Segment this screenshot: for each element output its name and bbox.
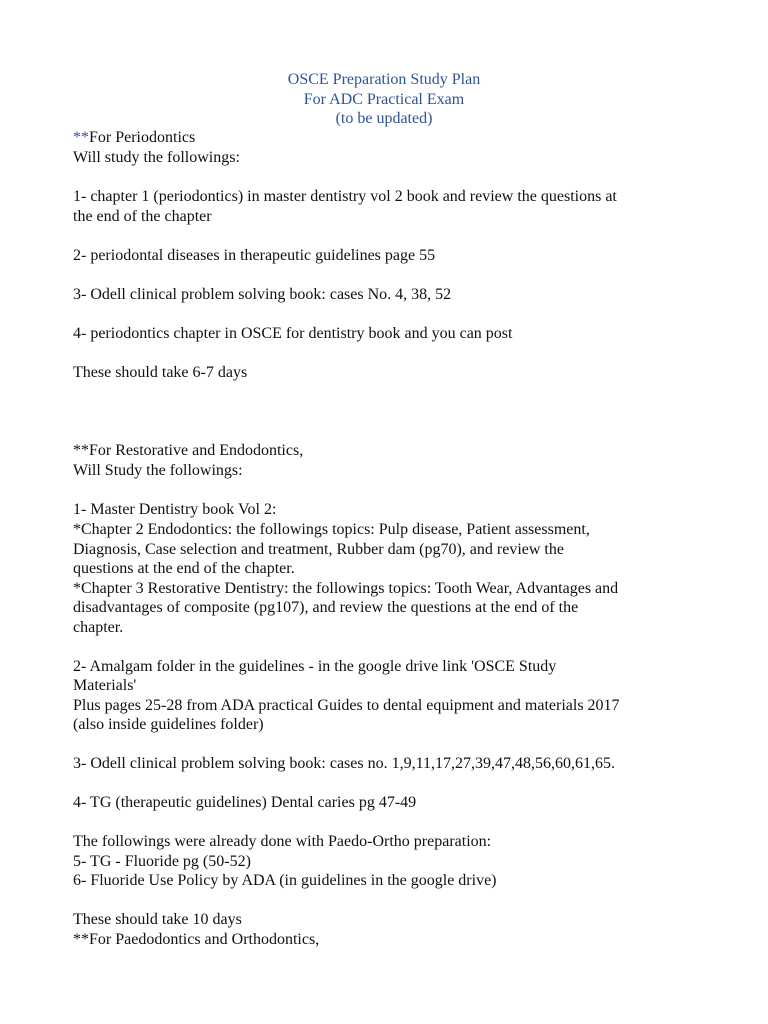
document-subtitle: For ADC Practical Exam [303, 90, 465, 108]
document-header [0, 70, 768, 129]
document-note: (to be updated) [335, 110, 433, 127]
heading-marker: ** [73, 129, 89, 146]
restorative-intro: Will Study the followings: [73, 462, 243, 479]
paedo-heading: **For Paedodontics and Orthodontics, [73, 931, 320, 948]
chapter-3-line-1: *Chapter 3 Restorative Dentistry: the followings topics: Tooth Wear, Advantages and [73, 580, 619, 597]
restorative-item-2-line-2: Materials' [73, 677, 137, 694]
restorative-item-5: 5- TG - Fluoride pg (50-52) [73, 853, 251, 870]
periodontics-heading [73, 128, 733, 148]
document-title: OSCE Preparation Study Plan [287, 71, 481, 88]
already-done-note: The followings were already done with Paedo-Ortho preparation: [73, 833, 492, 850]
chapter-3-line-3: chapter. [73, 619, 124, 636]
restorative-item-1: 1- Master Dentistry book Vol 2: [73, 501, 277, 518]
periodontics-duration: These should take 6-7 days [73, 364, 248, 381]
periodontics-item-3: 3- Odell clinical problem solving book: cases No. 4, 38, 52 [73, 286, 452, 303]
periodontics-intro: Will study the followings: [73, 149, 240, 166]
restorative-item-4: 4- TG (therapeutic guidelines) Dental caries pg 47-49 [73, 794, 417, 811]
periodontics-item-4: 4- periodontics chapter in OSCE for dentistry book and you can post [73, 325, 513, 342]
chapter-3-line-2: disadvantages of composite (pg107), and review the questions at the end of the [73, 599, 579, 616]
restorative-item-6: 6- Fluoride Use Policy by ADA (in guidelines in the google drive) [73, 872, 497, 889]
chapter-2-line-1: *Chapter 2 Endodontics: the followings topics: Pulp disease, Patient assessment, [73, 521, 590, 538]
restorative-item-2-line-1: 2- Amalgam folder in the guidelines - in the google drive link 'OSCE Study [73, 658, 557, 675]
restorative-item-3: 3- Odell clinical problem solving book: cases no. 1,9,11,17,27,39,47,48,56,60,61,65. [73, 755, 616, 772]
periodontics-item-1-line-2: the end of the chapter [73, 208, 212, 225]
restorative-item-2-line-3: Plus pages 25-28 from ADA practical Guides to dental equipment and materials 2017 [73, 697, 620, 714]
periodontics-item-1-line-1: 1- chapter 1 (periodontics) in master dentistry vol 2 book and review the questions at [73, 188, 617, 205]
chapter-2-line-2: Diagnosis, Case selection and treatment, Rubber dam (pg70), and review the [73, 541, 564, 558]
restorative-duration: These should take 10 days [73, 911, 242, 928]
periodontics-heading-text: For Periodontics [89, 129, 196, 146]
restorative-item-2-line-4: (also inside guidelines folder) [73, 716, 264, 733]
chapter-2-line-3: questions at the end of the chapter. [73, 560, 295, 577]
periodontics-item-2: 2- periodontal diseases in therapeutic guidelines page 55 [73, 247, 436, 264]
restorative-heading: **For Restorative and Endodontics, [73, 442, 304, 459]
